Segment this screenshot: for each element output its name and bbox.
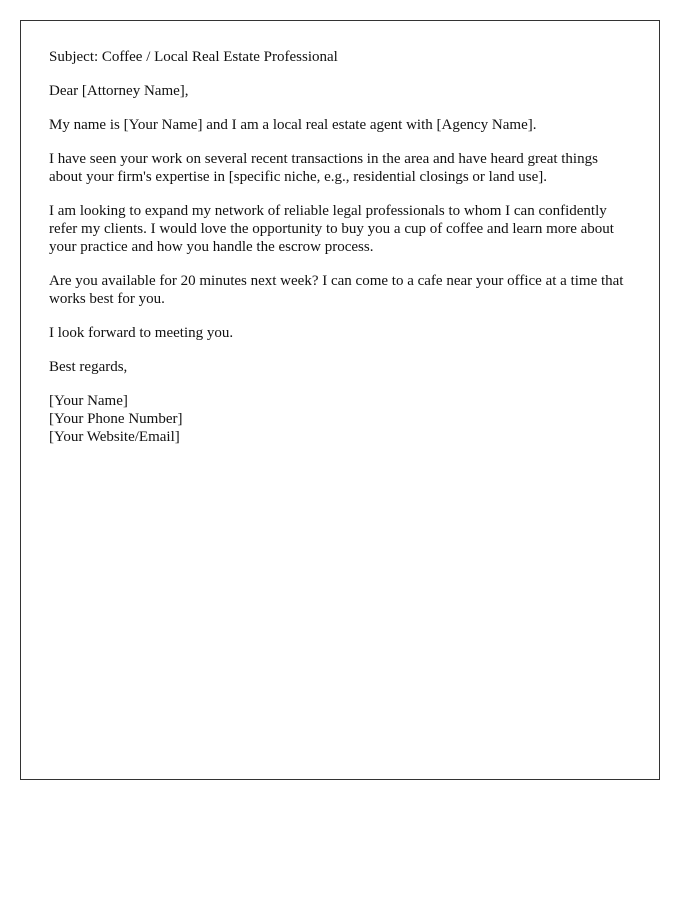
paragraph-closing-remark: I look forward to meeting you. [49,325,234,341]
paragraph-availability: Are you available for 20 minutes next week? I can come to a cafe near your office at a time that works best for you. [49,273,624,307]
signature-block [49,392,631,446]
signature-website-email: [Your Website/Email] [49,429,180,445]
salutation: Dear [Attorney Name], [49,83,189,99]
paragraph-introduction: My name is [Your Name] and I am a local real estate agent with [Agency Name]. [49,117,537,133]
letter-document [20,20,660,780]
signature-phone: [Your Phone Number] [49,411,183,427]
signature-name: [Your Name] [49,393,128,409]
closing: Best regards, [49,359,128,375]
paragraph-recognition: I have seen your work on several recent transactions in the area and have heard great things about your firm's expertise in [specific niche, e.g., residential closings or land use]. [49,151,598,185]
subject-line: Subject: Coffee / Local Real Estate Professional [49,49,338,65]
paragraph-request: I am looking to expand my network of reliable legal professionals to whom I can confidently refer my clients. I would love the opportunity to buy you a cup of coffee and learn more about your practice and how you handle the escrow process. [49,203,614,255]
